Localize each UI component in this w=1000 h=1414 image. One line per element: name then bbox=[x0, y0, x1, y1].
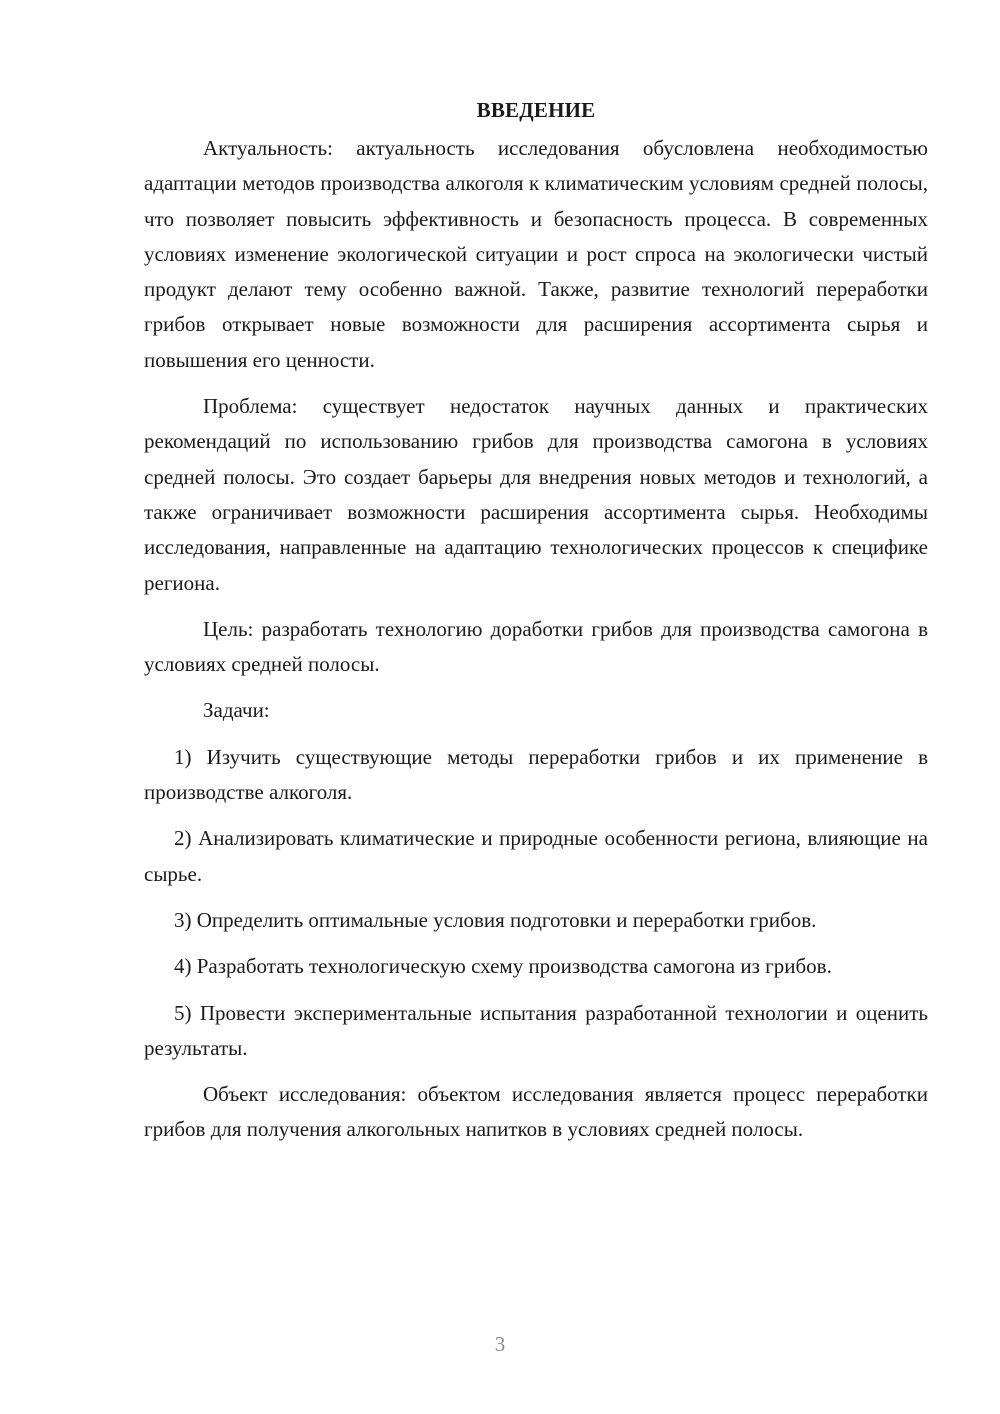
paragraph-relevance: Актуальность: актуальность исследования обусловлена необходимостью адаптации методов производства алкоголя к климатическим условиям средней полосы, что позволяет повысить эффективность и безопасность процесса. В современных условиях изменение экологической ситуации и рост спроса на экологически чистый продукт делают тему особенно важной. Также, развитие технологий переработки грибов открывает новые возможности для расширения ассортимента сырья и повышения его ценности. bbox=[144, 136, 928, 372]
tasks-heading: Задачи: bbox=[203, 698, 270, 723]
page-number: 3 bbox=[494, 1332, 506, 1356]
task-item-3: 3) Определить оптимальные условия подготовки и переработки грибов. bbox=[174, 907, 817, 932]
paragraph-object: Объект исследования: объектом исследования является процесс переработки грибов для получения алкогольных напитков в условиях средней полосы. bbox=[144, 1082, 928, 1142]
task-item-5: 5) Провести экспериментальные испытания разработанной технологии и оценить результаты. bbox=[144, 1000, 928, 1060]
task-item-2: 2) Анализировать климатические и природные особенности региона, влияющие на сырье. bbox=[144, 826, 928, 886]
section-title: ВВЕДЕНИЕ bbox=[476, 98, 596, 122]
task-item-4: 4) Разработать технологическую схему производства самогона из грибов. bbox=[174, 954, 832, 979]
paragraph-goal: Цель: разработать технологию доработки грибов для производства самогона в условиях средней полосы. bbox=[144, 616, 928, 677]
paragraph-problem: Проблема: существует недостаток научных данных и практических рекомендаций по использованию грибов для производства самогона в условиях средней полосы. Это создает барьеры для внедрения новых методов и технологий, а также ограничивает возможности расширения ассортимента сырья. Необходимы исследования, направленные на адаптацию технологических процессов к специфике региона. bbox=[144, 394, 928, 595]
document-page bbox=[144, 92, 928, 1148]
task-item-1: 1) Изучить существующие методы переработки грибов и их применение в производстве алкоголя. bbox=[144, 744, 928, 805]
